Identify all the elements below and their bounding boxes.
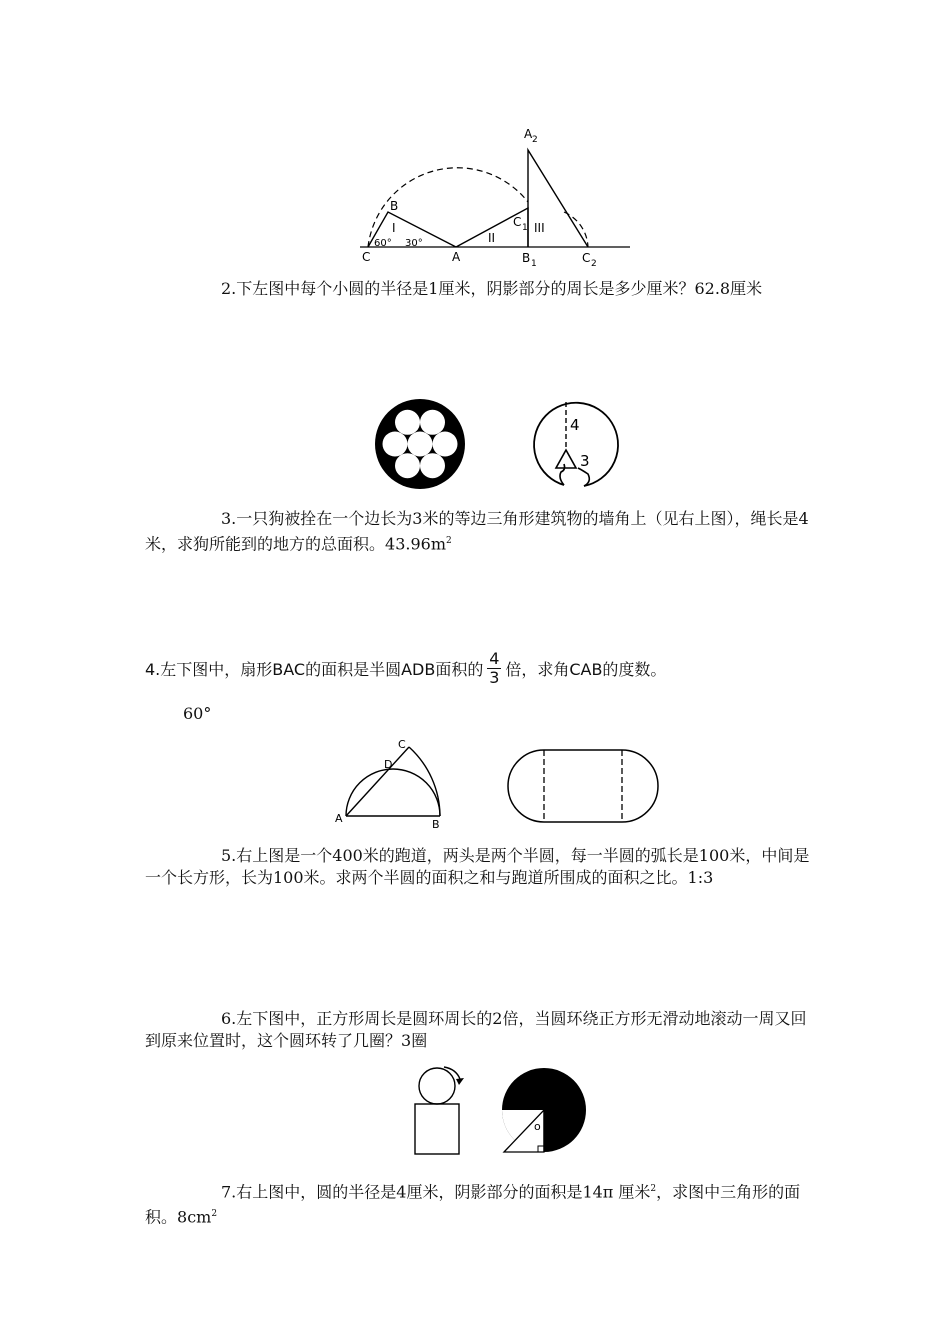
sector-semicircle-figure xyxy=(330,736,450,831)
rolling-triangle-figure xyxy=(350,120,635,270)
q5-text: 5.右上图是一个400米的跑道，两头是两个半圆，每一半圆的弧长是100米，中间是一个长方形，长为100米。求两个半圆的面积之和与跑道所围成的面积之比。 xyxy=(145,846,810,887)
rolling-ring-figure xyxy=(410,1063,470,1158)
q4-answer: 60° xyxy=(183,704,212,723)
q4-suffix: 倍，求角CAB的度数。 xyxy=(505,660,667,679)
q5-answer: 1:3 xyxy=(687,868,714,887)
question-4 xyxy=(145,650,666,687)
label-b: B xyxy=(432,818,440,831)
angle-60: 60° xyxy=(374,238,392,249)
q2-text: 2.下左图中每个小圆的半径是1厘米，阴影部分的周长是多少厘米？ xyxy=(221,279,695,298)
question-5 xyxy=(145,845,813,889)
label-a: A xyxy=(452,250,461,264)
fraction xyxy=(487,650,501,687)
running-track-figure xyxy=(506,748,660,824)
label-a2-sub: 2 xyxy=(532,135,538,145)
q6-answer: 3圈 xyxy=(401,1031,428,1050)
triangle-side-label: 3 xyxy=(580,452,590,470)
label-b1-sub: 1 xyxy=(531,259,537,269)
q2-answer: 62.8厘米 xyxy=(694,279,763,298)
label-a: A xyxy=(335,812,343,825)
label-c2: C xyxy=(582,251,591,265)
label-c2-sub: 2 xyxy=(591,259,597,269)
question-7 xyxy=(145,1178,813,1229)
q4-prefix: 4.左下图中，扇形BAC的面积是半圆ADB面积的 xyxy=(145,660,484,679)
question-6 xyxy=(145,1008,813,1052)
q7-answer-sup: 2 xyxy=(211,1209,218,1220)
q7-text: 7.右上图中，圆的半径是4厘米，阴影部分的面积是14π 厘米 xyxy=(221,1182,651,1202)
label-c: C xyxy=(362,250,371,264)
q7-unit-sup: 2 xyxy=(650,1184,657,1194)
q7-answer: 8cm xyxy=(177,1207,212,1227)
label-d: D xyxy=(384,758,393,771)
region-iii: III xyxy=(534,221,545,235)
rope-length-label: 4 xyxy=(570,416,580,434)
label-c1: C xyxy=(513,215,522,229)
q3-text: 3.一只狗被拴在一个边长为3米的等边三角形建筑物的墙角上（见右上图），绳长是4米，求狗所能到的地方的总面积。 xyxy=(145,509,809,554)
angle-30: 30° xyxy=(405,238,423,249)
center-label: o xyxy=(534,1120,541,1133)
q3-answer-sup: 2 xyxy=(446,536,452,546)
fraction-denominator: 3 xyxy=(489,668,500,687)
q3-answer: 43.96m xyxy=(385,534,446,554)
label-b: B xyxy=(390,199,399,213)
region-i: I xyxy=(392,221,396,235)
label-b1: B xyxy=(522,251,531,265)
circle-triangle-figure xyxy=(500,1066,590,1156)
label-a2: A xyxy=(524,127,533,141)
seven-circles-figure xyxy=(374,398,466,490)
dog-rope-figure xyxy=(520,398,620,498)
question-3 xyxy=(145,508,813,555)
label-c1-sub: 1 xyxy=(522,223,528,233)
question-2 xyxy=(145,278,813,300)
fraction-numerator: 4 xyxy=(489,649,500,668)
region-ii: II xyxy=(488,231,496,245)
label-c: C xyxy=(398,738,406,751)
q6-text: 6.左下图中，正方形周长是圆环周长的2倍，当圆环绕正方形无滑动地滚动一周又回到原来位置时，这个圆环转了几圈？ xyxy=(145,1009,807,1050)
q7-text-tail: ，求图中三角形的面积。 xyxy=(145,1182,801,1227)
